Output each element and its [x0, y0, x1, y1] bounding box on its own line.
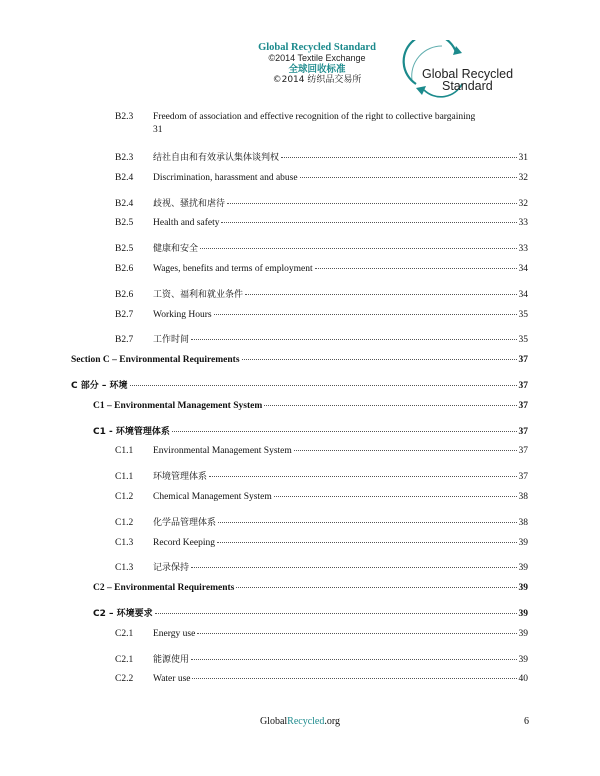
toc-entry[interactable]: [115, 287, 528, 300]
footer-site-prefix: Global: [259, 716, 288, 727]
toc-leader-dots: [264, 405, 516, 406]
toc-leader-dots: [209, 476, 516, 477]
toc-entry-title: 环境管理体系: [153, 472, 208, 483]
toc-entry-page: 39: [518, 583, 528, 594]
toc-entry-title: Chemical Management System: [153, 492, 272, 502]
toc-leader-dots: [191, 339, 516, 340]
toc-entry-title: Record Keeping: [153, 537, 215, 548]
toc-leader-dots: [294, 450, 517, 451]
toc-entry-page: 35: [518, 309, 528, 320]
toc-entry-wrapped[interactable]: [115, 111, 527, 137]
toc-entry-number: B2.3: [115, 112, 134, 122]
toc-entry-title: C2 – Environmental Requirements: [93, 583, 235, 594]
toc-entry-page: 37: [518, 426, 528, 437]
header-text: [232, 42, 402, 86]
toc-entry[interactable]: [115, 492, 528, 502]
toc-entry-number: C2.1: [115, 654, 134, 665]
footer-site-suffix: .org: [324, 716, 341, 727]
toc-entry-number: C1.1: [115, 472, 134, 483]
toc-entry-page: 34: [518, 264, 528, 274]
toc-entry-page: 31: [153, 125, 163, 135]
toc-entry-number: C1.3: [115, 563, 134, 574]
grs-logo-icon: [402, 40, 532, 106]
toc-entry[interactable]: [71, 378, 528, 391]
toc-entry-number: B2.4: [115, 172, 134, 183]
toc-entry-page: 39: [518, 537, 528, 548]
toc-entry[interactable]: [93, 401, 528, 411]
toc-leader-dots: [214, 314, 517, 315]
toc-entry-page: 37: [518, 472, 528, 483]
toc-entry-title: 结社自由和有效承认集体谈判权: [153, 153, 280, 163]
toc-entry-title: Energy use: [153, 628, 196, 639]
toc-entry-page: 40: [518, 674, 528, 685]
page-header: [0, 0, 600, 108]
toc-leader-dots: [227, 203, 516, 204]
toc-entry-title: 工作时间: [153, 335, 190, 346]
toc-entry[interactable]: [115, 264, 528, 274]
toc-leader-dots: [221, 222, 516, 223]
toc-entry-number: B2.7: [115, 335, 134, 346]
toc-entry-title: Discrimination, harassment and abuse: [153, 172, 298, 183]
toc-entry-page: 37: [518, 446, 528, 457]
toc-entry[interactable]: [115, 196, 528, 209]
footer-site-accent: Recycled: [287, 716, 325, 727]
toc-leader-dots: [274, 496, 517, 497]
toc-entry-title: Wages, benefits and terms of employment: [153, 264, 313, 274]
toc-entry-page: 39: [518, 563, 528, 574]
toc-entry[interactable]: [115, 310, 528, 320]
logo-line1: Global Recycled: [422, 67, 514, 81]
header-copyright-cn: ©2014 纺织品交易所: [272, 75, 362, 85]
toc-entry-number: B2.3: [115, 153, 134, 163]
toc-entry[interactable]: [93, 606, 528, 619]
toc-entry-page: 37: [518, 381, 528, 391]
toc-entry[interactable]: [115, 173, 528, 183]
toc-entry-page: 38: [518, 517, 528, 528]
toc-leader-dots: [245, 294, 516, 295]
toc-entry-page: 39: [518, 609, 528, 619]
toc-entry[interactable]: [115, 515, 528, 528]
toc-entry-title: 歧视、骚扰和虐待: [153, 198, 226, 209]
toc-entry[interactable]: [71, 355, 528, 365]
toc-entry-number: B2.6: [115, 264, 134, 274]
toc-entry[interactable]: [115, 629, 528, 639]
toc-entry-number: B2.6: [115, 289, 134, 300]
toc-entry[interactable]: [93, 583, 528, 593]
toc-leader-dots: [200, 248, 516, 249]
toc-entry-page: 39: [518, 628, 528, 639]
toc-entry-page: 37: [518, 355, 528, 366]
toc-entry-number: B2.4: [115, 198, 134, 209]
header-title: Global Recycled Standard: [258, 42, 376, 53]
toc-entry-page: 32: [518, 198, 528, 209]
toc-leader-dots: [236, 587, 516, 588]
toc-leader-dots: [281, 157, 516, 158]
toc-entry-title: Freedom of association and effective recognition of the right to collective bargaining: [153, 112, 476, 122]
toc-entry-title: 健康和安全: [153, 244, 199, 255]
toc-entry-title: Water use: [153, 674, 191, 685]
footer-page-number: 6: [524, 716, 529, 727]
footer-website[interactable]: [0, 716, 600, 727]
toc-entry-title: 能源使用: [153, 654, 190, 665]
toc-leader-dots: [191, 567, 516, 568]
toc-entry[interactable]: [115, 446, 528, 456]
toc-entry-number: B2.5: [115, 218, 134, 229]
toc-entry-title: 工资、福利和就业条件: [153, 289, 244, 300]
toc-leader-dots: [197, 633, 516, 634]
toc-leader-dots: [315, 268, 517, 269]
toc-entry-title: Section C – Environmental Requirements: [71, 355, 240, 366]
toc-leader-dots: [191, 659, 516, 660]
toc-entry-page: 32: [518, 172, 528, 183]
toc-leader-dots: [217, 542, 517, 543]
toc-entry-page: 31: [518, 153, 528, 163]
toc-entry[interactable]: [115, 332, 528, 345]
toc-leader-dots: [192, 678, 516, 679]
toc-entry-number: C1.1: [115, 446, 134, 457]
toc-entry[interactable]: [115, 674, 528, 684]
toc-entry-page: 34: [518, 289, 528, 300]
toc-leader-dots: [242, 359, 517, 360]
toc-entry-number: C1.2: [115, 517, 134, 528]
toc-entry[interactable]: [115, 560, 528, 573]
toc-entry-title: 化学品管理体系: [153, 517, 217, 528]
toc-entry-page: 33: [518, 218, 528, 229]
toc-entry-title: Health and safety: [153, 218, 220, 229]
toc-entry-page: 37: [518, 400, 528, 411]
toc-leader-dots: [172, 431, 517, 432]
toc-leader-dots: [218, 522, 516, 523]
toc-entry-page: 38: [518, 492, 528, 502]
toc-entry[interactable]: [115, 538, 528, 548]
toc-entry-number: C2.2: [115, 674, 134, 685]
toc-entry[interactable]: [93, 424, 528, 437]
toc-entry-title: C1 – Environmental Management System: [93, 400, 263, 411]
toc-leader-dots: [130, 385, 517, 386]
toc-entry[interactable]: [115, 469, 528, 482]
toc-leader-dots: [155, 613, 517, 614]
header-title-cn: 全球回收标准: [288, 64, 346, 75]
toc-entry-title: C1 - 环境管理体系: [93, 426, 170, 437]
toc-entry-title: Environmental Management System: [153, 446, 292, 457]
header-copyright: ©2014 Textile Exchange: [268, 53, 366, 63]
toc-entry[interactable]: [115, 241, 528, 254]
toc-entry-page: 33: [518, 244, 528, 255]
toc-entry-number: B2.5: [115, 244, 134, 255]
toc-entry-title: 记录保持: [153, 563, 190, 574]
toc-entry[interactable]: [115, 150, 528, 163]
logo-line2: Standard: [442, 79, 493, 93]
toc-entry-number: C2.1: [115, 628, 134, 639]
toc-entry-page: 39: [518, 654, 528, 665]
toc-entry-title: C 部分 – 环境: [71, 381, 128, 391]
toc-leader-dots: [300, 177, 517, 178]
toc-entry-title: Working Hours: [153, 309, 212, 320]
toc-entry-number: C1.2: [115, 492, 134, 502]
toc-entry-number: C1.3: [115, 537, 134, 548]
toc-entry[interactable]: [115, 218, 528, 228]
toc-entry-title: C2 – 环境要求: [93, 609, 153, 619]
toc-entry[interactable]: [115, 652, 528, 665]
toc-entry-page: 35: [518, 335, 528, 346]
toc-entry-number: B2.7: [115, 309, 134, 320]
